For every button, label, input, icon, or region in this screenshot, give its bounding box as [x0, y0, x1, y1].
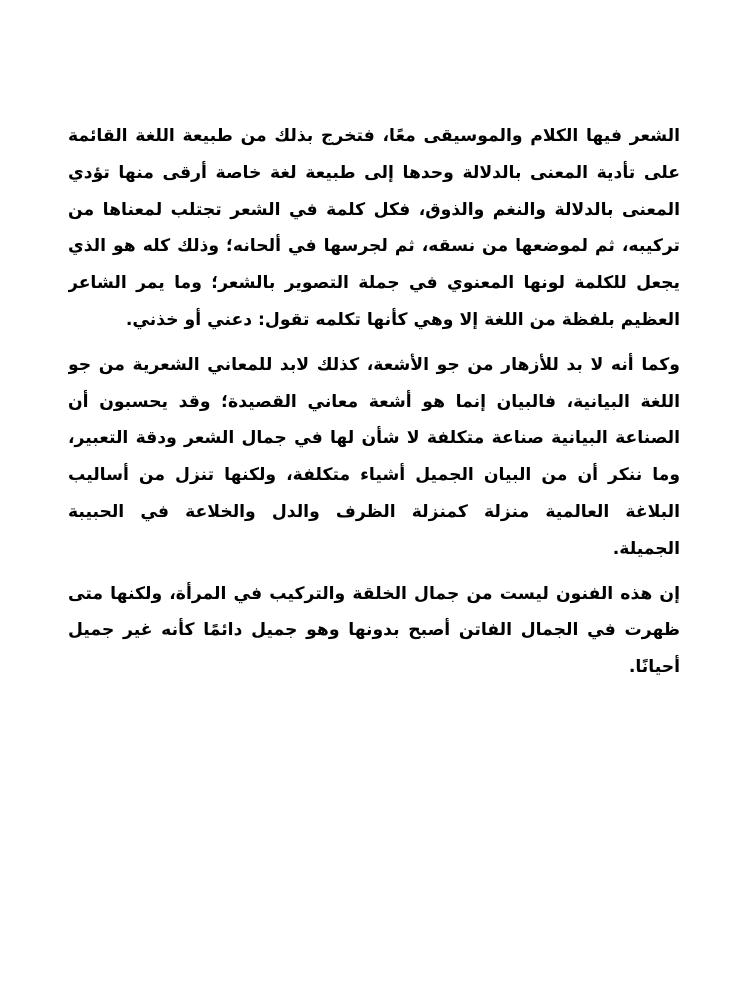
text-line: تركيبه، ثم لموضعها من نسقه، ثم لجرسها في ألحانه؛ وذلك كله هو الذي	[68, 236, 680, 257]
text-line: المعنى بالدلالة والنغم والذوق، فكل كلمة في الشعر تجتلب لمعناها من	[68, 199, 680, 220]
text-line: وكما أنه لا بد للأزهار من جو الأشعة، كذلك لابد للمعاني الشعرية من جو	[68, 354, 680, 375]
text-line: إن هذه الفنون ليست من جمال الخلقة والتركيب في المرأة، ولكنها متى	[68, 583, 680, 604]
text-line: العظيم بلفظة من اللغة إلا وهي كأنها تكلمه تقول: دعني أو خذني.	[125, 309, 680, 330]
document-page	[68, 118, 680, 686]
text-line: ظهرت في الجمال الفاتن أصبح بدونها وهو جميل دائمًا كأنه غير جميل	[68, 620, 680, 641]
paragraph	[68, 576, 680, 686]
text-line: يجعل للكلمة لونها المعنوي في جملة التصوير بالشعر؛ وما يمر الشاعر	[68, 273, 680, 294]
text-line: الصناعة البيانية صناعة متكلفة لا شأن لها في جمال الشعر ودقة التعبير،	[68, 428, 680, 449]
text-line: اللغة البيانية، فالبيان إنما هو أشعة معاني القصيدة؛ وقد يحسبون أن	[68, 391, 680, 412]
text-line: أحيانًا.	[628, 657, 680, 678]
text-line: البلاغة العالمية منزلة كمنزلة الظرف والدل والخلاعة في الحبيبة	[68, 501, 680, 522]
text-line: الجميلة.	[612, 538, 680, 559]
text-line: الشعر فيها الكلام والموسيقى معًا، فتخرج بذلك من طبيعة اللغة القائمة	[68, 126, 680, 146]
text-line: وما ننكر أن من البيان الجميل أشياء متكلفة، ولكنها تنزل من أساليب	[68, 465, 680, 486]
text-line: على تأدية المعنى بالدلالة وحدها إلى طبيعة لغة خاصة أرقى منها تؤدي	[68, 162, 680, 183]
paragraph	[68, 118, 680, 339]
paragraph	[68, 347, 680, 568]
